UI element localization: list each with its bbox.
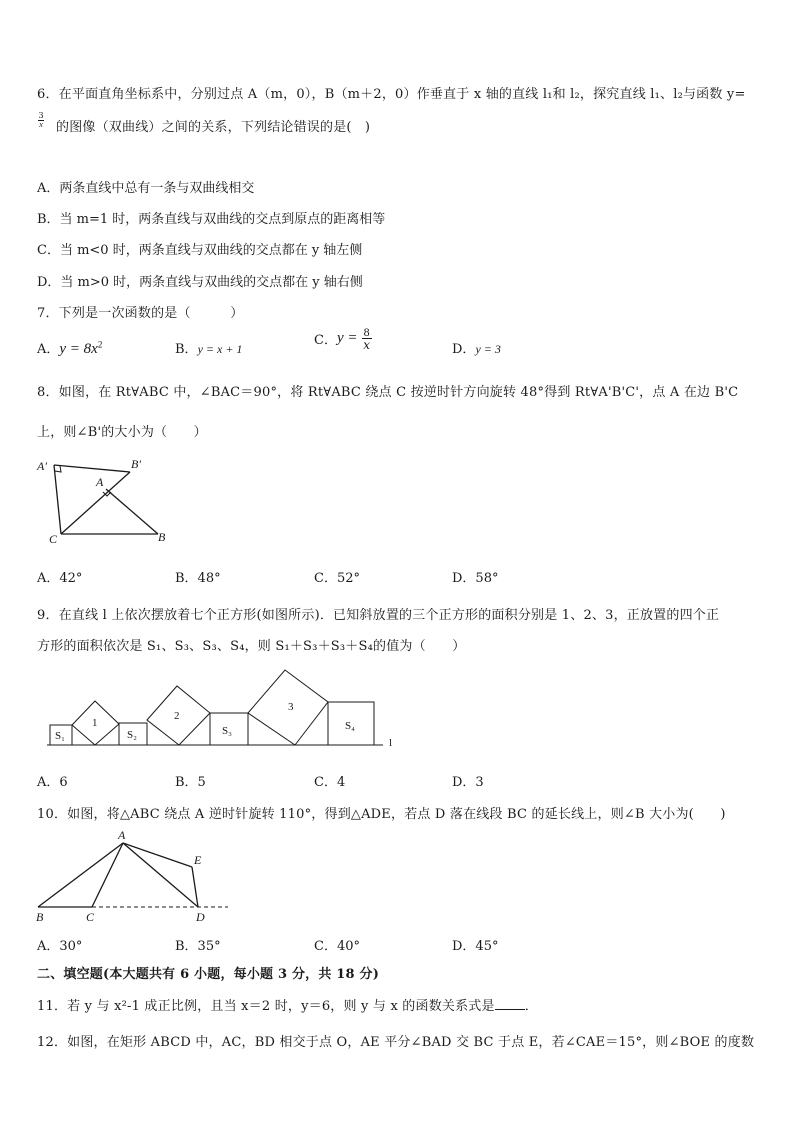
q8-stem-line2: 上，则∠B'的大小为（ ）: [37, 425, 207, 440]
q8-option-c: C．52°: [314, 571, 360, 586]
q9-label-3: 3: [288, 701, 294, 713]
q6-fraction-denominator: x: [39, 120, 43, 129]
q6-option-b: B．当 m=1 时，两条直线与双曲线的交点到原点的距离相等: [37, 212, 386, 227]
q6-option-a: A．两条直线中总有一条与双曲线相交: [37, 181, 255, 196]
q12-stem: 12．如图，在矩形 ABCD 中，AC，BD 相交于点 O，AE 平分∠BAD 交 BC 于点 E，若∠CAE＝15°，则∠BOE 的度数: [37, 1035, 755, 1050]
q11-answer-blank[interactable]: [495, 998, 525, 1010]
q6-option-d: D．当 m>0 时，两条直线与双曲线的交点都在 y 轴右侧: [37, 275, 363, 290]
q9-option-b: B．5: [175, 775, 206, 790]
q10-label-a: A: [118, 828, 126, 842]
q7-option-c-numerator: 8: [363, 325, 370, 339]
q8-right-angle-a1: [55, 466, 61, 472]
q8-stem-line1: 8．如图，在 Rt∀ABC 中，∠BAC＝90°，将 Rt∀ABC 绕点 C 按逆时针方向旋转 48°得到 Rt∀A'B'C'，点 A 在边 B'C: [37, 385, 739, 400]
q9-figure: [45, 665, 405, 755]
q10-label-d: D: [196, 910, 205, 924]
q9-option-a: A．6: [37, 775, 68, 790]
q6-fraction-numerator: 3: [38, 111, 44, 120]
q7-option-c-fraction: [362, 326, 372, 351]
q9-label-1: 1: [92, 717, 98, 729]
q7-option-b-label: B．: [175, 342, 198, 357]
q10-label-b: B: [36, 910, 44, 924]
q8-label-b1: B′: [131, 457, 141, 471]
q9-label-l: l: [389, 737, 393, 749]
q9-option-c: C．4: [314, 775, 346, 790]
q8-edge-a-b: [106, 489, 158, 534]
q10-edge-b-a: [38, 843, 123, 907]
q8-label-a: A: [96, 475, 104, 489]
q9-stem-line2: 方形的面积依次是 S₁、S₃、S₃、S₄，则 S₁＋S₃＋S₃＋S₄的值为（ ）: [37, 639, 466, 654]
q9-option-d: D．3: [452, 775, 484, 790]
q10-option-d: D．45°: [452, 939, 499, 954]
q10-edge-a-e: [123, 843, 192, 867]
q7-option-d: [452, 338, 501, 357]
q7-option-d-label: D．: [452, 342, 476, 357]
q8-label-a1: A′: [37, 459, 47, 473]
q10-option-c: C．40°: [314, 939, 360, 954]
q7-option-a-label: A．: [37, 342, 60, 357]
q8-label-c: C: [49, 532, 58, 546]
q9-label-s1: S₁: [55, 730, 65, 742]
q7-option-a-exponent: 2: [97, 339, 103, 350]
q9-label-s4: S₄: [345, 720, 355, 732]
q9-label-2: 2: [174, 710, 180, 722]
q6-option-c: C．当 m<0 时，两条直线与双曲线的交点都在 y 轴左侧: [37, 243, 363, 258]
q10-figure: [30, 825, 240, 925]
q10-label-c: C: [86, 910, 95, 924]
q10-edge-a-d: [123, 843, 198, 907]
q6-fraction: [38, 112, 44, 129]
q11-stem: [37, 995, 538, 1014]
q8-figure: [30, 450, 180, 550]
q9-stem-line1: 9．在直线 l 上依次摆放着七个正方形(如图所示)．已知斜放置的三个正方形的面积分别是 1、2、3，正放置的四个正: [37, 608, 720, 623]
q8-edge-a1-b1: [54, 465, 130, 472]
q7-option-d-math: y = 3: [475, 342, 501, 356]
q7-option-c-denominator: x: [363, 338, 371, 352]
section-heading-fill-in: 二、填空题(本大题共有 6 小题，每小题 3 分，共 18 分): [37, 967, 380, 982]
q8-edge-a1-c: [54, 465, 61, 534]
q7-option-c-label: C．: [314, 333, 337, 348]
q11-stem-end: ．: [524, 999, 538, 1014]
q7-option-a-math: y = 8x: [59, 341, 98, 357]
q10-label-e: E: [194, 853, 202, 867]
q9-label-s3: S₃: [222, 725, 232, 737]
q6-stem-line2: 的图像（双曲线）之间的关系，下列结论错误的是( ): [56, 120, 371, 135]
q6-stem-line1: 6．在平面直角坐标系中，分别过点 A（m，0），B（m＋2，0）作垂直于 x 轴的直线 l₁和 l₂，探究直线 l₁、l₂与函数 y=: [37, 87, 746, 102]
q10-stem: 10．如图，将△ABC 绕点 A 逆时针旋转 110°，得到△ADE，若点 D 落在线段 BC 的延长线上，则∠B 大小为( ): [37, 807, 726, 822]
q8-option-b: B．48°: [175, 571, 221, 586]
q10-option-b: B．35°: [175, 939, 221, 954]
q10-edge-c-a: [92, 843, 123, 907]
q7-stem: 7．下列是一次函数的是（ ）: [37, 306, 244, 321]
q9-label-s2: S₂: [127, 729, 137, 741]
q7-option-b: [175, 338, 242, 357]
q7-option-a: [37, 338, 102, 358]
q11-stem-text: 11．若 y 与 x²-1 成正比例，且当 x＝2 时，y＝6，则 y 与 x 的函数关系式是: [37, 999, 495, 1014]
q8-option-a: A．42°: [37, 571, 83, 586]
q10-option-a: A．30°: [37, 939, 83, 954]
q10-edge-e-d: [192, 867, 198, 907]
q7-option-c: [314, 326, 372, 351]
q8-label-b: B: [158, 530, 166, 544]
q7-option-b-math: y = x + 1: [197, 342, 243, 356]
q8-option-d: D．58°: [452, 571, 499, 586]
q7-option-c-pre: y =: [336, 330, 358, 346]
